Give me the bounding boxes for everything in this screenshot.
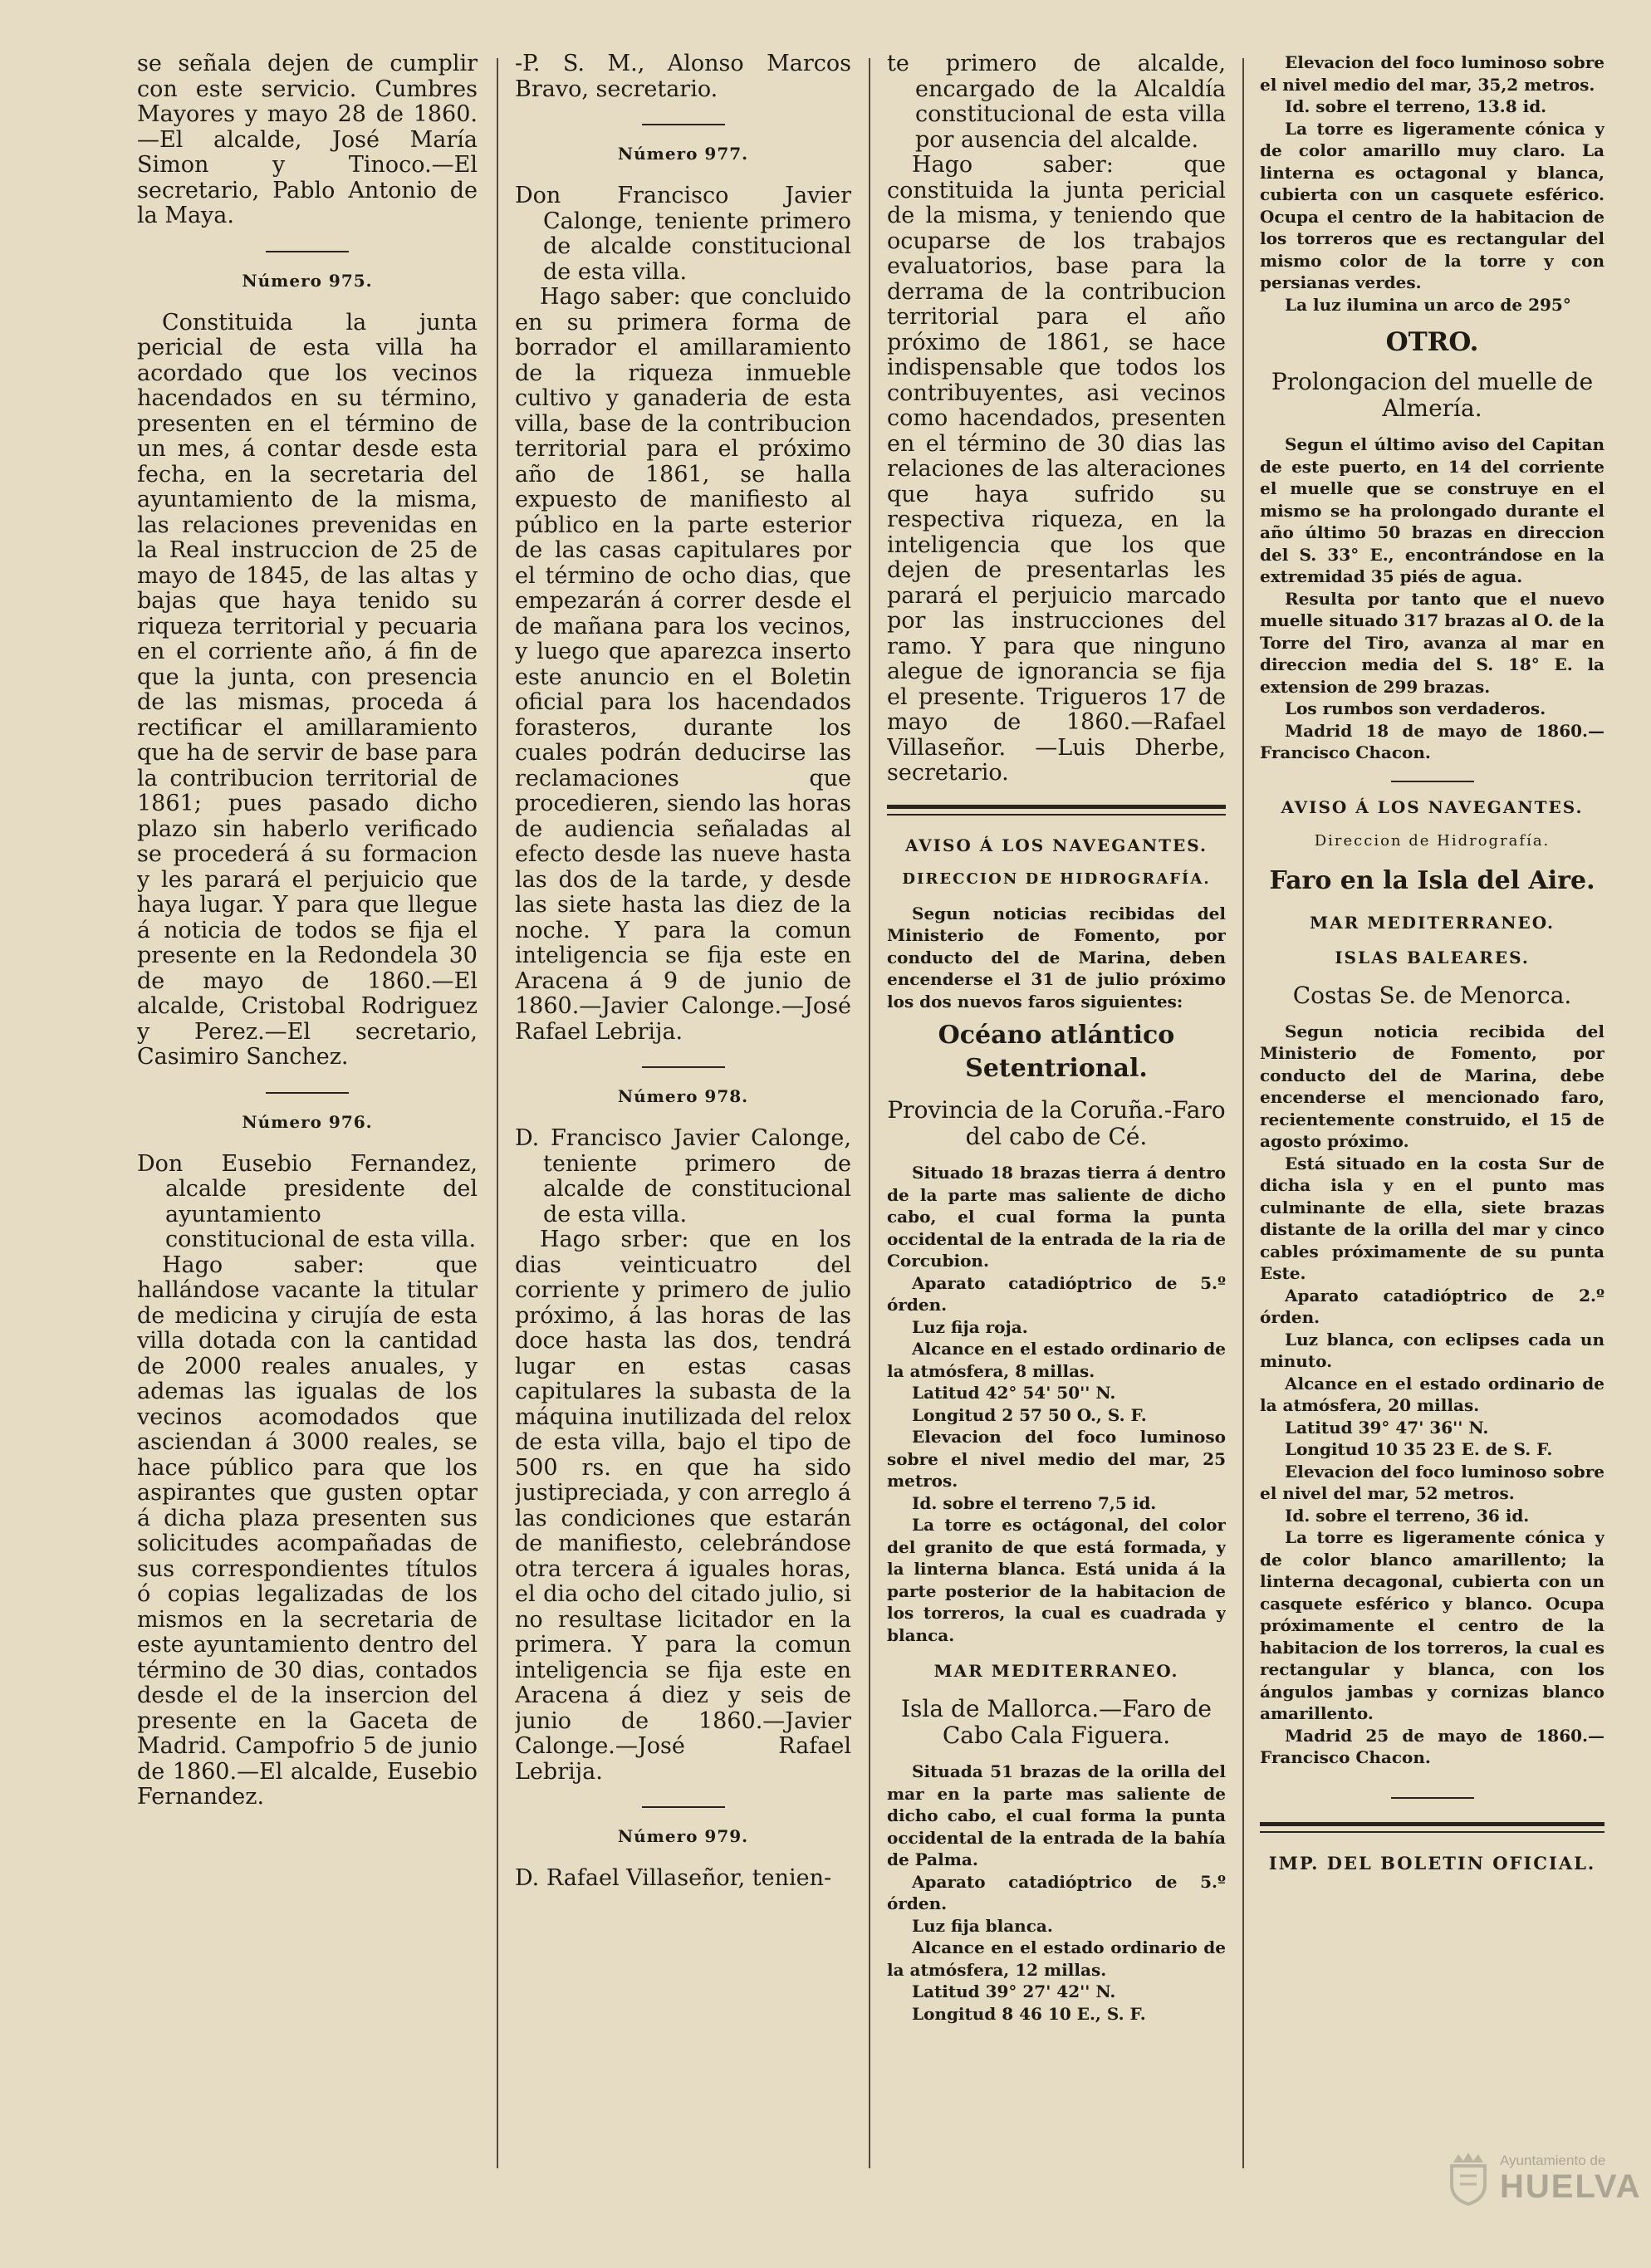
paragraph: Aparato catadióptrico de 5.º órden. <box>887 1272 1226 1315</box>
notice-number: Número 978. <box>617 1086 749 1106</box>
column-1 <box>137 51 478 2177</box>
watermark-logo <box>1447 2151 1642 2206</box>
notice-number: Número 975. <box>242 270 373 291</box>
section-heading: MAR MEDITERRANEO. <box>1310 912 1555 933</box>
section-subheading: DIRECCION DE HIDROGRAFÍA. <box>902 869 1211 888</box>
column-rule <box>1242 58 1244 2168</box>
column-4 <box>1260 51 1604 2177</box>
paragraph: Elevacion del foco luminoso sobre el nivel medio del mar, 25 metros. <box>887 1427 1226 1491</box>
paragraph: Elevacion del foco luminoso sobre el nivel medio del mar, 35,2 metros. <box>1260 52 1604 95</box>
paragraph: Luz fija roja. <box>912 1316 1028 1337</box>
paragraph: Latitud 42° 54' 50'' N. <box>912 1383 1116 1403</box>
separator <box>266 251 349 252</box>
paragraph: Hago saber: que hallándose vacante la titular de medicina y cirujía de esta villa dotada con la cantidad de 2000 reales anuales, y ademas las igualas de los vecinos acomodados que asciendan á 3000 reales, se hace público para que los aspirantes que gusten optar á dicha plaza presenten sus solicitudes acompañadas de sus correspondientes títulos ó copias legalizadas de los mismos en la secretaria de este ayuntamiento dentro del término de 30 dias, contados desde el de la insercion del presente en la Gaceta de Madrid. Campofrio 5 de junio de 1860.—El alcalde, Eusebio Fernandez. <box>137 1252 478 1810</box>
paragraph: Id. sobre el terreno, 13.8 id. <box>1285 96 1547 116</box>
section-rule <box>887 814 1226 816</box>
paragraph: La luz ilumina un arco de 295° <box>1285 294 1571 315</box>
paragraph: Hago srber: que en los dias veinticuatro del corriente y primero de julio próximo, á las horas de las doce hasta las dos, tendrá lugar en estas casas capitulares la subasta de la máquina inutilizada del relox de esta villa, bajo el tipo de 500 rs. en que ha sido justipreciada, y con arreglo á las condiciones que estarán de manifiesto, celebrándose otra tercera á iguales horas, el dia ocho del citado julio, si no resultase licitador en la primera. Y para la comun inteligencia se fija este en Aracena á diez y seis de junio de 1860.—Javier Calonge.—José Rafael Lebrija. <box>515 1227 851 1785</box>
paragraph: Situado 18 brazas tierra á dentro de la parte mas saliente de dicho cabo, el cual forma la punta occidental de la entrada de la ria de Corcubion. <box>887 1163 1226 1271</box>
separator <box>642 1066 725 1068</box>
section-heading: Faro en la Isla del Aire. <box>1269 865 1595 895</box>
section-rule <box>1260 1822 1604 1826</box>
paragraph: Longitud 8 46 10 E., S. F. <box>912 2003 1146 2024</box>
paragraph: Alcance en el estado ordinario de la atmósfera, 20 millas. <box>1260 1373 1604 1415</box>
paragraph: -P. S. M., Alonso Marcos Bravo, secretario. <box>515 51 851 102</box>
section-heading: MAR MEDITERRANEO. <box>933 1661 1179 1681</box>
paragraph: D. Francisco Javier Calonge, teniente primero de alcalde de constitucional de esta villa. <box>515 1125 851 1227</box>
notice-number: Número 977. <box>617 144 749 164</box>
paragraph: Aparato catadióptrico de 2.º órden. <box>1260 1285 1604 1327</box>
section-subheading: Direccion de Hidrografía. <box>1314 831 1551 850</box>
section-rule <box>887 805 1226 809</box>
watermark-top-text: Ayuntamiento de <box>1500 2153 1606 2168</box>
paragraph: Id. sobre el terreno, 36 id. <box>1285 1505 1530 1526</box>
paragraph: Hago saber: que concluido en su primera forma de borrador el amillaramiento de la riqueza inmueble cultivo y ganaderia de esta villa, base de la contribucion territorial para el próximo año de 1861, se halla expuesto de manifiesto al público en la parte esterior de las casas capitulares por el término de ocho dias, que empezarán á correr desde el de mañana para los vecinos, y luego que aparezca inserto este anuncio en el Boletin oficial para los hacendados forasteros, durante los cuales podrán deducirse las reclamaciones que procedieren, siendo las horas de audiencia señaladas al efecto desde las nueve hasta las dos de la tarde, y desde las siete hasta las diez de la noche. Y para la comun inteligencia se fija este en Aracena á 9 de junio de 1860.—Javier Calonge.—José Rafael Lebrija. <box>515 284 851 1045</box>
paragraph: Constituida la junta pericial de esta villa ha acordado que los vecinos hacendados en su término, presenten en el término de un mes, á contar desde esta fecha, en la secretaria del ayuntamiento de la misma, las relaciones prevenidas en la Real instruccion de 25 de mayo de 1845, de las altas y bajas que haya tenido su riqueza territorial y pecuaria en el corriente año, á fin de que la junta, con presencia de las mismas, proceda á rectificar el amillaramiento que ha de servir de base para la contribucion territorial de 1861; pues pasado dicho plazo sin haberlo verificado se procederá á su formacion y les parará el perjuicio que haya lugar. Y para que llegue á noticia de todos se fija el presente en la Redondela 30 de mayo de 1860.—El alcalde, Cristobal Rodriguez y Perez.—El secretario, Casimiro Sanchez. <box>137 309 478 1070</box>
paragraph: Alcance en el estado ordinario de la atmósfera, 8 millas. <box>887 1339 1226 1381</box>
watermark-name: HUELVA <box>1500 2168 1642 2205</box>
section-subheading: Costas Se. de Menorca. <box>1292 981 1572 1009</box>
paragraph: se señala dejen de cumplir con este servicio. Cumbres Mayores y mayo 28 de 1860. —El alcalde, José María Simon y Tinoco.—El secretario, Pablo Antonio de la Maya. <box>137 51 478 228</box>
section-subheading: Provincia de la Coruña.-Faro del cabo de Cé. <box>887 1096 1226 1150</box>
paragraph: Don Eusebio Fernandez, alcalde presidente del ayuntamiento constitucional de esta villa. <box>137 1150 478 1252</box>
paragraph: Situada 51 brazas de la orilla del mar en la parte mas saliente de dicho cabo, el cual forma la punta occidental de la entrada de la bahía de Palma. <box>887 1761 1226 1869</box>
paragraph: Resulta por tanto que el nuevo muelle situado 317 brazas al O. de la Torre del Tiro, avanza al mar en direccion media del S. 18° E. la extension de 299 brazas. <box>1260 588 1604 697</box>
paragraph: Id. sobre el terreno 7,5 id. <box>912 1492 1157 1513</box>
crown-shield-icon <box>1447 2151 1490 2206</box>
paragraph: Latitud 39° 27' 42'' N. <box>912 1981 1116 2001</box>
separator <box>642 1806 725 1808</box>
section-heading: AVISO Á LOS NAVEGANTES. <box>1281 796 1584 817</box>
paragraph: Elevacion del foco luminoso sobre el nivel del mar, 52 metros. <box>1260 1461 1604 1503</box>
paragraph: Aparato catadióptrico de 5.º órden. <box>887 1871 1226 1913</box>
section-subheading: ISLAS BALEARES. <box>1335 947 1530 967</box>
column-3 <box>887 51 1226 2177</box>
paragraph: Segun noticia recibida del Ministerio de Fomento, por conducto del de Marina, debe encenderse el mencionado faro, recientemente construido, el 15 de agosto próximo. <box>1260 1021 1604 1151</box>
paragraph: Madrid 18 de mayo de 1860.— Francisco Chacon. <box>1260 720 1604 762</box>
printer-imprint: IMP. DEL BOLETIN OFICIAL. <box>1268 1852 1596 1874</box>
separator <box>266 1092 349 1094</box>
separator <box>1391 1797 1474 1799</box>
separator <box>1391 781 1474 782</box>
section-heading: OTRO. <box>1385 327 1479 357</box>
paragraph: Longitud 10 35 23 E. de S. F. <box>1285 1439 1553 1459</box>
column-2 <box>515 51 851 2177</box>
paragraph: Luz blanca, con eclipses cada un minuto. <box>1260 1329 1604 1371</box>
paragraph: La torre es ligeramente cónica y de color blanco amarillento; la linterna decagonal, cubierta con un casquete esférico y blanco. Ocupa próximamente el centro de la habitacion de los torreros, la cual es rectangular y blanca, con los ángulos jambas y cornizas blanco amarillento. <box>1260 1527 1604 1723</box>
paragraph: Está situado en la costa Sur de dicha isla y en el punto mas culminante de ella, siete brazas distante de la orilla del mar y cinco cables próximamente de su punta Este. <box>1260 1153 1604 1283</box>
paragraph: La torre es octágonal, del color del granito de que está formada, y la linterna blanca. Está unida á la parte posterior de la habitacion de los torreros, la cual es cuadrada y blanca. <box>887 1515 1226 1645</box>
paragraph: Latitud 39° 47' 36'' N. <box>1285 1417 1489 1438</box>
paragraph: Hago saber: que constituida la junta pericial de la misma, y teniendo que ocuparse de los trabajos evaluatorios, base para la derrama de la contribucion territorial para el año próximo de 1861, se hace indispensable que todos los contribuyentes, asi vecinos como hacendados, presenten en el término de 30 dias las relaciones de las alteraciones que haya sufrido su respectiva riqueza, en la inteligencia que los que dejen de presentarlas les parará el perjuicio marcado por las instrucciones del ramo. Y para que ninguno alegue de ignorancia se fija el presente. Trigueros 17 de mayo de 1860.—Rafael Villaseñor. —Luis Dherbe, secretario. <box>887 152 1226 786</box>
paragraph: Segun noticias recibidas del Ministerio de Fomento, por conducto del de Marina, deben encenderse el 31 de julio próximo los dos nuevos faros siguientes: <box>887 903 1226 1012</box>
paragraph: te primero de alcalde, encargado de la Alcaldía constitucional de esta villa por ausencia del alcalde. <box>887 51 1226 153</box>
section-rule <box>1260 1831 1604 1833</box>
column-rule <box>869 58 870 2168</box>
section-heading: AVISO Á LOS NAVEGANTES. <box>905 835 1208 855</box>
section-subheading: Isla de Mallorca.—Faro de Cabo Cala Figuera. <box>900 1695 1213 1749</box>
paragraph: Segun el último aviso del Capitan de este puerto, en 14 del corriente el muelle que se construye en el mismo se ha prolongado durante el año último 50 brazas en direccion del S. 33° E., encontrándose en la extremidad 35 piés de agua. <box>1260 434 1604 586</box>
paragraph: Don Francisco Javier Calonge, teniente primero de alcalde constitucional de esta villa. <box>515 183 851 285</box>
paragraph: Longitud 2 57 50 O., S. F. <box>912 1404 1147 1425</box>
section-subheading: Prolongacion del muelle de Almería. <box>1271 368 1594 422</box>
paragraph: Alcance en el estado ordinario de la atmósfera, 12 millas. <box>887 1937 1226 1980</box>
notice-number: Número 979. <box>617 1826 749 1846</box>
paragraph: La torre es ligeramente cónica y de color amarillo muy claro. La linterna es octagonal y blanca, cubierta con un casquete esférico. Ocupa el centro de la habitacion de los torreros que es rectangular del mismo color de la torre y con persianas verdes. <box>1260 118 1604 292</box>
separator <box>642 124 725 125</box>
paragraph: Luz fija blanca. <box>912 1915 1053 1936</box>
paragraph: D. Rafael Villaseñor, tenien- <box>515 1865 832 1891</box>
notice-number: Número 976. <box>242 1111 373 1132</box>
paragraph: Los rumbos son verdaderos. <box>1285 698 1546 718</box>
column-rule <box>497 58 498 2168</box>
section-heading: Océano atlántico Setentrional. <box>938 1021 1175 1083</box>
paragraph: Madrid 25 de mayo de 1860.— Francisco Chacon. <box>1260 1725 1604 1767</box>
